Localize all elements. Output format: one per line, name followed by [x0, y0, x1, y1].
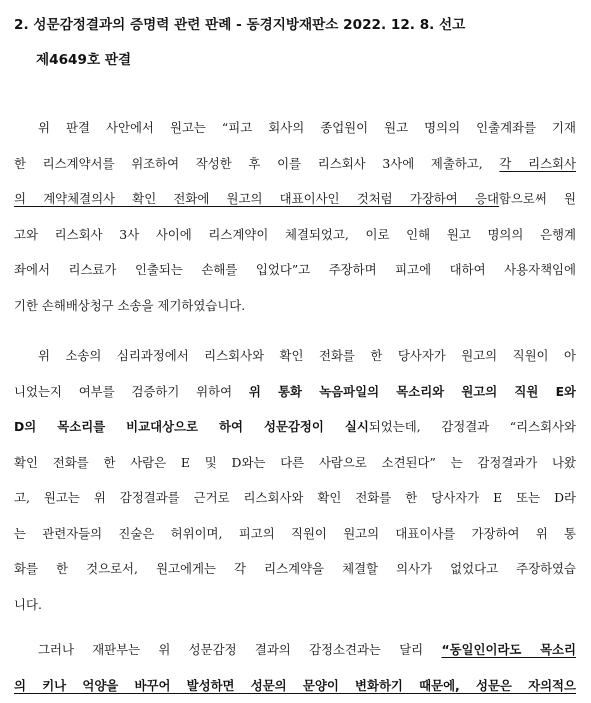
underlined-text: 각 리스회사 — [499, 155, 576, 171]
bold-underlined-text: “동일인이라도 목소리 — [441, 642, 576, 657]
paragraph-2 — [14, 338, 576, 622]
bold-underlined-text: 의 키나 억양을 바꾸어 발성하면 성문의 문양이 변화하기 때문에, 성문은 자의적으 — [14, 677, 576, 693]
paragraph-line: 화를 한 것으로서, 원고에게는 각 리스계약을 체결할 의사가 없었다고 주장하였습 — [14, 561, 576, 576]
paragraph-3 — [14, 632, 576, 703]
heading-line-1: 2. 성문감정결과의 증명력 관련 판례 - 동경지방재판소 2022. 12. 8. 선고 — [14, 17, 466, 33]
paragraph-line: 는 관련자들의 진술은 허위이며, 피고의 직원이 원고의 대표이사를 가장하여 위 통 — [14, 525, 576, 541]
paragraph-line: 기한 손해배상청구 소송을 제기하였습니다. — [14, 297, 246, 313]
text-run: 되었는데, 감정결과 “리스회사와 — [368, 419, 576, 434]
paragraph-line — [14, 181, 576, 217]
paragraph-line: 위 판결 사안에서 원고는 “피고 회사의 종업원이 원고 명의의 인출계좌를 기재 — [38, 120, 576, 135]
paragraph-line — [14, 668, 576, 703]
paragraph-line — [14, 632, 576, 668]
paragraph-line — [14, 146, 576, 182]
paragraph-line: 고, 원고는 위 감정결과를 근거로 리스회사와 확인 전화를 한 당사자가 E 또는 D라 — [14, 490, 576, 505]
text-run: 함으로써 원 — [498, 191, 576, 206]
paragraph-line: 좌에서 리스료가 인출되는 손해를 입었다”고 주장하며 피고에 대하여 사용자책임에 — [14, 262, 576, 277]
bold-text: D의 목소리를 비교대상으로 하여 성문감정이 실시 — [14, 419, 369, 434]
paragraph-1 — [14, 110, 576, 323]
text-run: 니었는지 여부를 검증하기 위하여 — [14, 383, 249, 399]
section-heading — [14, 8, 584, 78]
underlined-text: 의 계약체결의사 확인 전화에 원고의 대표이사인 것처럼 가장하여 응대 — [14, 191, 499, 206]
paragraph-line: 확인 전화를 한 사람은 E 및 D와는 다른 사람으로 소견된다” 는 감정결과가 나왔 — [14, 454, 576, 470]
paragraph-line: 위 소송의 심리과정에서 리스회사와 확인 전화를 한 당사자가 원고의 직원이 아 — [38, 348, 576, 363]
paragraph-line: 니다. — [14, 596, 42, 612]
bold-text: 위 통화 녹음파일의 목소리와 원고의 직원 E와 — [248, 383, 576, 399]
paragraph-line — [14, 374, 576, 410]
paragraph-line: 고와 리스회사 3사 사이에 리스계약이 체결되었고, 이로 인해 원고 명의의 은행계 — [14, 226, 576, 242]
text-run: 한 리스계약서를 위조하여 작성한 후 이를 리스회사 3사에 제출하고, — [14, 155, 500, 171]
paragraph-line — [14, 409, 576, 445]
heading-line-2: 제4649호 판결 — [36, 52, 132, 68]
text-run: 그러나 재판부는 위 성문감정 결과의 감정소견과는 달리 — [38, 642, 442, 657]
